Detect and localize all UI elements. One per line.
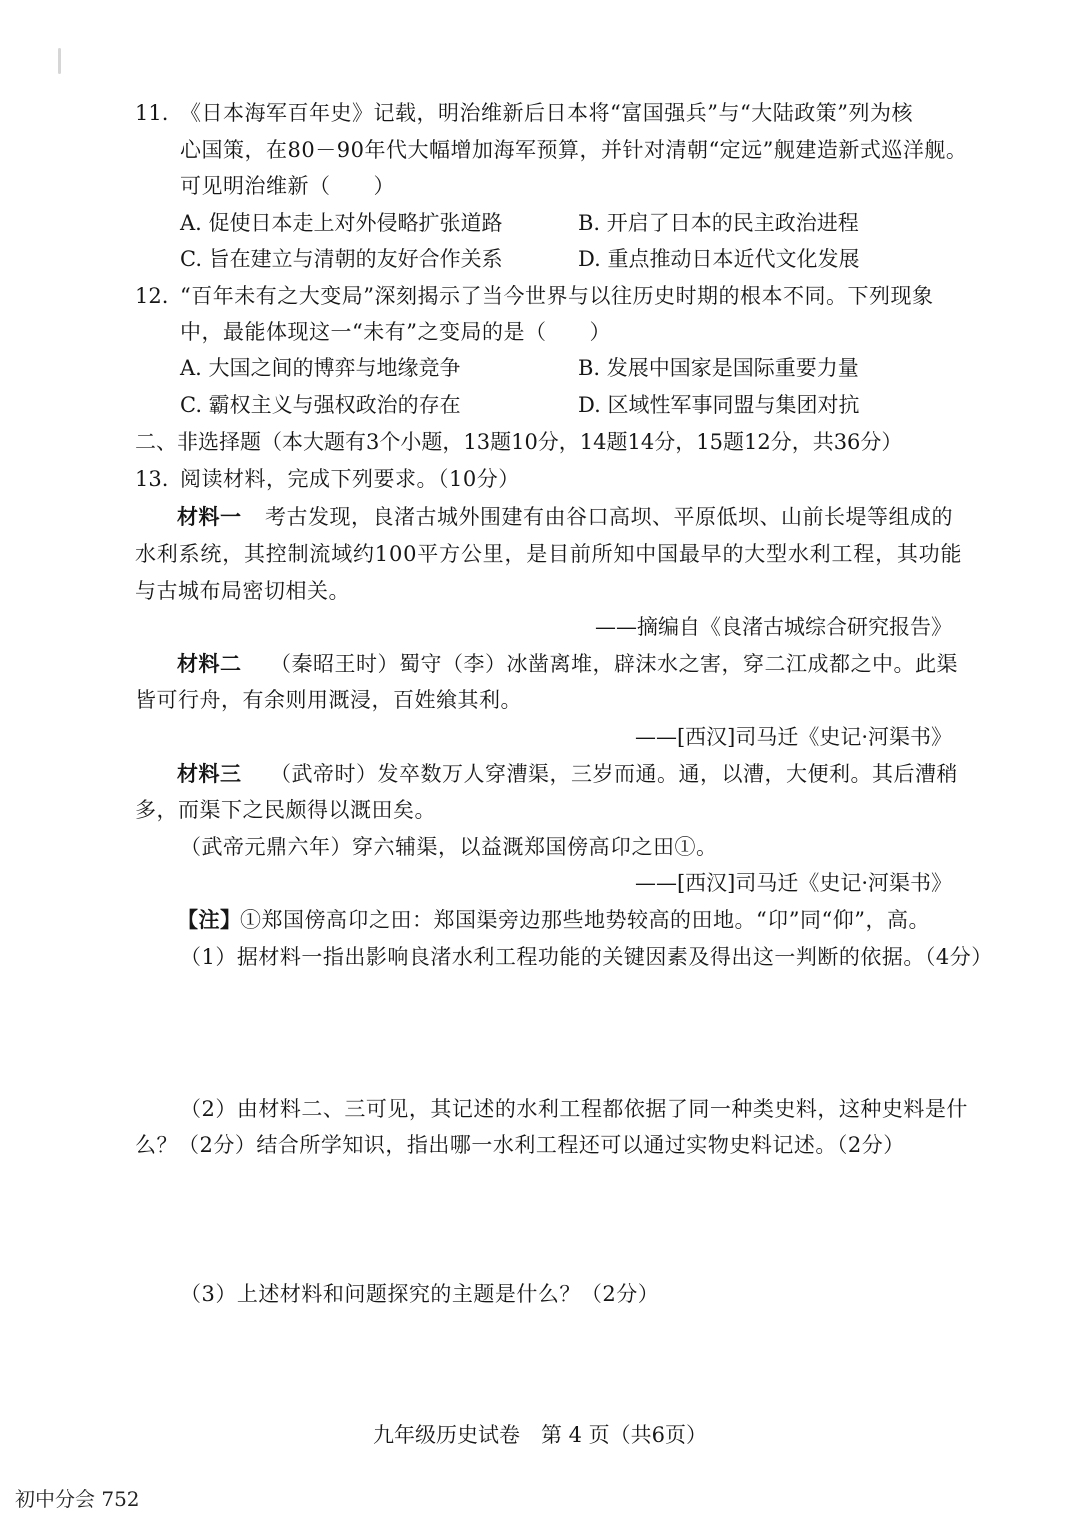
sub-question-2-line-1: （2）由材料二、三可见，其记述的水利工程都依据了同一种类史料，这种史料是什	[180, 1097, 968, 1121]
question-12-option-d: D. 区域性军事同盟与集团对抗	[578, 393, 860, 417]
page-footer: 九年级历史试卷 第 4 页（共6页）	[372, 1423, 708, 1447]
material-1-line-3: 与古城布局密切相关。	[135, 579, 350, 603]
sub-question-1: （1）据材料一指出影响良渚水利工程功能的关键因素及得出这一判断的依据。（4分）	[180, 945, 993, 969]
sub-question-2-line-2: 么？（2分）结合所学知识，指出哪一水利工程还可以通过实物史料记述。（2分）	[135, 1133, 905, 1157]
material-3-line-2: 多，而渠下之民颇得以溉田矣。	[135, 798, 436, 822]
question-12-number: 12.	[135, 284, 169, 308]
watermark-text: 初中分会 752	[15, 1487, 140, 1511]
question-12-line-1: “百年未有之大变局”深刻揭示了当今世界与以往历史时期的根本不同。下列现象	[180, 284, 934, 308]
question-13-intro: 阅读材料，完成下列要求。（10分）	[180, 467, 520, 491]
question-11-option-d: D. 重点推动日本近代文化发展	[578, 247, 860, 271]
material-3-source: ——[西汉]司马迁《史记·河渠书》	[634, 871, 952, 895]
question-11-line-3: 可见明治维新（ ）	[180, 174, 395, 198]
question-12-option-c: C. 霸权主义与强权政治的存在	[180, 393, 461, 417]
material-1-line-2: 水利系统，其控制流域约100平方公里，是目前所知中国最早的大型水利工程，其功能	[135, 542, 963, 566]
question-11-option-c: C. 旨在建立与清朝的友好合作关系	[180, 247, 503, 271]
question-11-line-1: 《日本海军百年史》记载，明治维新后日本将“富国强兵”与“大陆政策”列为核	[180, 101, 913, 125]
material-1-label: 材料一	[177, 504, 242, 529]
material-2-source: ——[西汉]司马迁《史记·河渠书》	[634, 725, 952, 749]
question-11-number: 11.	[135, 101, 169, 125]
material-1-source: ——摘编自《良渚古城综合研究报告》	[595, 615, 952, 639]
scan-speck	[58, 48, 61, 74]
section-2-heading: 二、非选择题（本大题有3个小题，13题10分，14题14分，15题12分，共36分）	[135, 430, 903, 454]
question-11-option-a: A. 促使日本走上对外侵略扩张道路	[180, 211, 503, 235]
sub-question-3: （3）上述材料和问题探究的主题是什么？（2分）	[180, 1282, 660, 1306]
question-12-option-a: A. 大国之间的博弈与地缘竞争	[180, 356, 461, 380]
question-12-line-2: 中，最能体现这一“未有”之变局的是（ ）	[180, 320, 611, 344]
material-2-label: 材料二	[177, 651, 242, 676]
material-3-line-1: （武帝时）发卒数万人穿漕渠，三岁而通。通，以漕，大便利。其后漕稍	[270, 762, 958, 786]
material-2-line-1: （秦昭王时）蜀守（李）冰凿离堆，辟沫水之害，穿二江成都之中。此渠	[270, 652, 958, 676]
question-13-number: 13.	[135, 467, 169, 491]
question-11-line-2: 心国策，在80－90年代大幅增加海军预算，并针对清朝“定远”舰建造新式巡洋舰。	[180, 138, 968, 162]
material-2-line-2: 皆可行舟，有余则用溉浸，百姓飨其利。	[135, 688, 522, 712]
note-label: 【注】	[177, 907, 242, 932]
material-1-line-1: 考古发现，良渚古城外围建有由谷口高坝、平原低坝、山前长堤等组成的	[265, 505, 953, 529]
question-11-option-b: B. 开启了日本的民主政治进程	[578, 211, 859, 235]
note-text: ①郑国傍高卬之田：郑国渠旁边那些地势较高的田地。“卬”同“仰”，高。	[240, 908, 930, 932]
material-3-line-3: （武帝元鼎六年）穿六辅渠，以益溉郑国傍高卬之田①。	[180, 835, 718, 859]
question-12-option-b: B. 发展中国家是国际重要力量	[578, 356, 859, 380]
material-3-label: 材料三	[177, 761, 242, 786]
